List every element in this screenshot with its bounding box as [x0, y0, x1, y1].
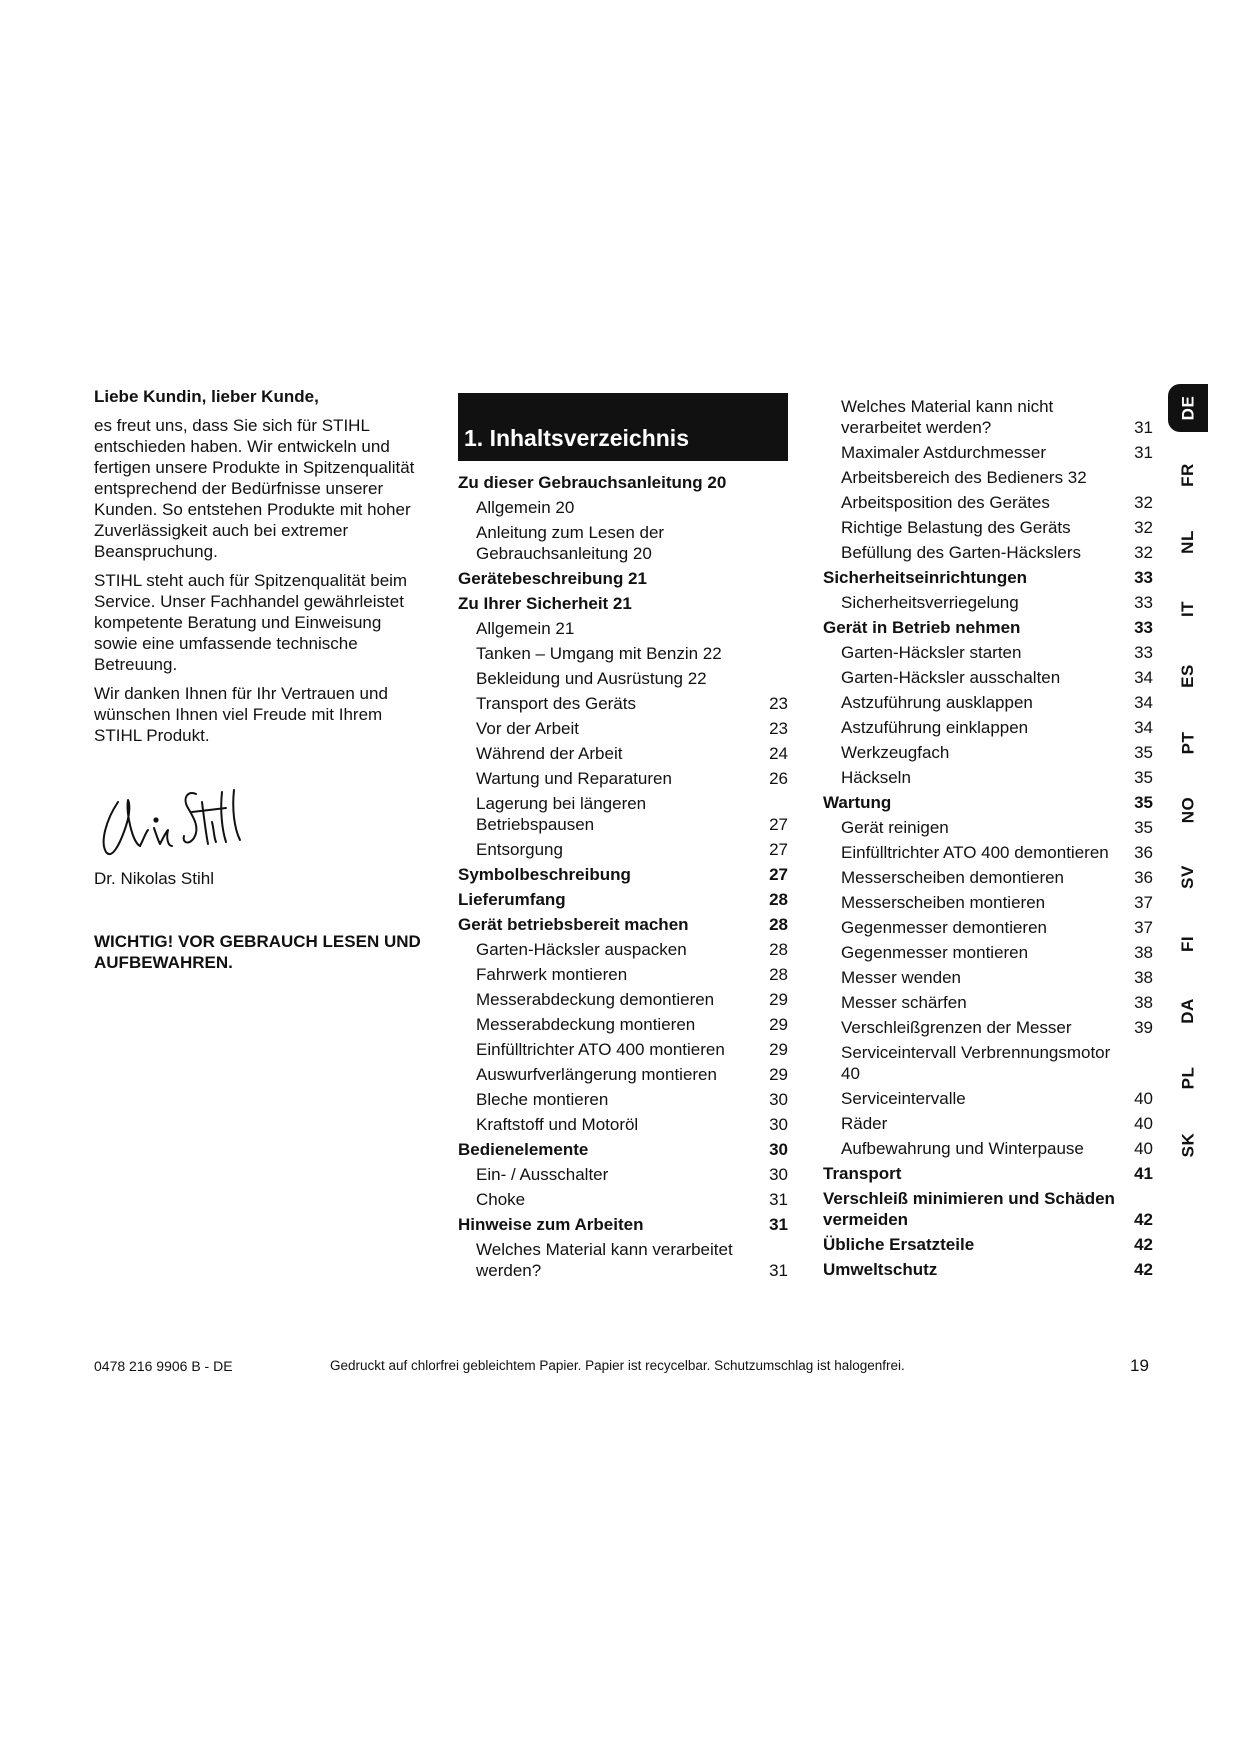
toc-entry — [458, 1164, 788, 1185]
toc-entry-title: Astzuführung ausklappen — [841, 693, 1033, 712]
toc-entry-title: Zu Ihrer Sicherheit 21 — [458, 594, 632, 613]
language-tab-da[interactable] — [1168, 987, 1208, 1035]
toc-entry-title: Einfülltrichter ATO 400 demontieren — [841, 843, 1109, 862]
letter-paragraph: es freut uns, dass Sie sich für STIHL entschieden haben. Wir entwickeln und fertigen unsere Produkte in Spitzenqualität entsprechend der Bedürfnisse unserer Kunden. So entstehen Produkte mit hoher Zuverlässigkeit auch bei extremer Beanspruchung. — [94, 416, 415, 561]
toc-entry — [458, 1064, 788, 1085]
toc-entry-page: 35 — [1134, 743, 1153, 762]
toc-entry-page: 30 — [769, 1140, 788, 1159]
toc-entry-page: 38 — [1134, 943, 1153, 962]
toc-entry-title: Messerabdeckung montieren — [476, 1015, 696, 1034]
toc-entry — [458, 668, 788, 689]
toc-entry-page: 35 — [1134, 768, 1153, 787]
toc-entry — [823, 842, 1153, 863]
toc-entry-title: Allgemein 21 — [476, 619, 575, 638]
toc-entry-page: 30 — [769, 1115, 788, 1134]
toc-entry-page: 31 — [1134, 443, 1153, 462]
language-tab-label: SK — [1178, 1132, 1197, 1158]
toc-entry-title: Gegenmesser demontieren — [841, 918, 1048, 937]
toc-entry-page: 33 — [1134, 593, 1153, 612]
toc-entry-title: Choke — [476, 1190, 526, 1209]
toc-entry-title: Sicherheitseinrichtungen — [823, 568, 1028, 587]
toc-entry-page: 42 — [1134, 1210, 1153, 1229]
toc-entry — [823, 1017, 1153, 1038]
language-tab-label: DA — [1178, 998, 1197, 1024]
language-tab-label: PL — [1177, 1066, 1197, 1090]
toc-entry-page: 37 — [1134, 918, 1153, 937]
toc-entry — [823, 642, 1153, 663]
toc-entry — [823, 1188, 1153, 1230]
toc-entry-title: Hinweise zum Arbeiten — [458, 1215, 644, 1234]
toc-entry — [458, 964, 788, 985]
toc-title: 1. Inhaltsverzeichnis — [464, 425, 689, 451]
toc-entry-page: 29 — [769, 990, 788, 1009]
toc-entry-page: 30 — [769, 1090, 788, 1109]
toc-entry-title: Tanken – Umgang mit Benzin 22 — [476, 644, 722, 663]
toc-entry-page: 37 — [1134, 893, 1153, 912]
toc-entry-title: Bekleidung und Ausrüstung 22 — [476, 669, 707, 688]
language-tab-sv[interactable] — [1168, 853, 1208, 901]
language-tab-label: PT — [1177, 731, 1197, 755]
toc-entry-page: 32 — [1134, 493, 1153, 512]
toc-entry-title: Kraftstoff und Motoröl — [476, 1115, 639, 1134]
toc-entry-page: 40 — [1134, 1089, 1153, 1108]
language-tab-label: FR — [1177, 463, 1197, 487]
toc-entry-page: 24 — [769, 744, 788, 763]
toc-entry-page: 34 — [1134, 668, 1153, 687]
toc-entry-title: Messerscheiben demontieren — [841, 868, 1065, 887]
toc-entry — [458, 1114, 788, 1135]
toc-entry — [823, 1259, 1153, 1280]
toc-entry-title: Bedienelemente — [458, 1140, 589, 1159]
toc-entry — [823, 396, 1153, 438]
toc-entry — [823, 817, 1153, 838]
customer-letter — [94, 386, 424, 981]
toc-entry-page: 42 — [1134, 1260, 1153, 1279]
toc-entry-page: 41 — [1134, 1164, 1153, 1183]
language-tab-es[interactable] — [1168, 652, 1208, 700]
toc-entry-title: Arbeitsposition des Gerätes — [841, 493, 1050, 512]
toc-entry-title: Transport — [823, 1164, 902, 1183]
language-tab-fi[interactable] — [1168, 920, 1208, 968]
toc-entry-page: 38 — [1134, 993, 1153, 1012]
toc-entry-title: Verschleiß minimieren und Schäden vermeiden — [823, 1189, 1115, 1229]
language-tab-sk[interactable] — [1168, 1121, 1208, 1169]
toc-entry-page: 30 — [769, 1165, 788, 1184]
language-tab-label: DE — [1178, 395, 1197, 421]
toc-entry — [823, 567, 1153, 588]
toc-entry — [458, 743, 788, 764]
toc-entry-page: 31 — [769, 1261, 788, 1280]
toc-entry — [458, 643, 788, 664]
toc-entry — [823, 442, 1153, 463]
toc-entry — [823, 467, 1153, 488]
toc-entry-title: Richtige Belastung des Geräts — [841, 518, 1071, 537]
language-tab-nl[interactable] — [1168, 518, 1208, 566]
toc-entry-page: 32 — [1134, 543, 1153, 562]
toc-entry-title: Gerät in Betrieb nehmen — [823, 618, 1021, 637]
toc-entry — [458, 864, 788, 885]
toc-entry — [458, 1039, 788, 1060]
toc-entry — [458, 1189, 788, 1210]
toc-entry-title: Allgemein 20 — [476, 498, 575, 517]
toc-entry — [458, 839, 788, 860]
toc-entry-page: 35 — [1134, 793, 1153, 812]
toc-entry-page: 27 — [769, 865, 788, 884]
language-tab-pl[interactable] — [1168, 1054, 1208, 1102]
toc-entry-page: 28 — [769, 965, 788, 984]
language-tab-de[interactable] — [1168, 384, 1208, 432]
toc-column-left — [458, 472, 788, 1285]
toc-entry-title: Lieferumfang — [458, 890, 566, 909]
toc-entry-page: 33 — [1134, 643, 1153, 662]
toc-entry-page: 40 — [1134, 1139, 1153, 1158]
toc-entry — [458, 522, 788, 564]
toc-entry-page: 34 — [1134, 718, 1153, 737]
toc-entry — [458, 497, 788, 518]
toc-entry-title: Entsorgung — [476, 840, 563, 859]
toc-entry-page: 32 — [1134, 518, 1153, 537]
toc-entry — [823, 592, 1153, 613]
language-tab-fr[interactable] — [1168, 451, 1208, 499]
toc-entry-page: 28 — [769, 915, 788, 934]
toc-entry — [823, 492, 1153, 513]
toc-column-right — [823, 396, 1153, 1284]
toc-entry — [458, 1139, 788, 1160]
toc-entry — [823, 1138, 1153, 1159]
toc-entry — [823, 742, 1153, 763]
toc-entry — [458, 693, 788, 714]
toc-entry-page: 35 — [1134, 818, 1153, 837]
toc-entry-page: 29 — [769, 1015, 788, 1034]
toc-entry — [823, 717, 1153, 738]
toc-entry-page: 36 — [1134, 868, 1153, 887]
toc-entry-title: Lagerung bei längeren Betriebspausen — [476, 794, 647, 834]
toc-entry — [458, 1014, 788, 1035]
toc-entry-title: Garten-Häcksler auspacken — [476, 940, 687, 959]
toc-entry — [823, 792, 1153, 813]
toc-entry — [823, 1234, 1153, 1255]
toc-entry-page: 31 — [769, 1190, 788, 1209]
toc-entry-page: 42 — [1134, 1235, 1153, 1254]
toc-entry — [823, 1088, 1153, 1109]
language-tab-label: NO — [1178, 796, 1197, 824]
toc-entry — [458, 1089, 788, 1110]
toc-entry — [823, 1042, 1153, 1084]
toc-entry-title: Arbeitsbereich des Bedieners 32 — [841, 468, 1087, 487]
toc-entry — [823, 1163, 1153, 1184]
toc-entry-title: Übliche Ersatzteile — [823, 1235, 975, 1254]
toc-entry-page: 39 — [1134, 1018, 1153, 1037]
toc-entry-title: Fahrwerk montieren — [476, 965, 628, 984]
toc-entry-title: Wartung und Reparaturen — [476, 769, 672, 788]
toc-entry-title: Werkzeugfach — [841, 743, 950, 762]
toc-entry-page: 29 — [769, 1040, 788, 1059]
toc-entry-title: Gerät betriebsbereit machen — [458, 915, 689, 934]
toc-entry-title: Verschleißgrenzen der Messer — [841, 1018, 1072, 1037]
toc-entry-page: 34 — [1134, 693, 1153, 712]
toc-entry-title: Bleche montieren — [476, 1090, 609, 1109]
toc-entry-page: 23 — [769, 719, 788, 738]
language-tab-label: SV — [1178, 865, 1197, 889]
toc-entry-title: Häckseln — [841, 768, 911, 787]
page-number: 19 — [1130, 1356, 1149, 1375]
toc-entry — [458, 939, 788, 960]
toc-entry — [458, 768, 788, 789]
toc-entry-title: Messer schärfen — [841, 993, 967, 1012]
language-tab-pt[interactable] — [1168, 719, 1208, 767]
toc-entry-title: Räder — [841, 1114, 888, 1133]
toc-entry-page: 33 — [1134, 618, 1153, 637]
toc-entry-page: 26 — [769, 769, 788, 788]
toc-entry-title: Gerät reinigen — [841, 818, 949, 837]
letter-greeting: Liebe Kundin, lieber Kunde, — [94, 387, 319, 406]
toc-entry-page: 27 — [769, 815, 788, 834]
toc-entry-title: Serviceintervall Verbrennungsmotor 40 — [841, 1043, 1111, 1083]
toc-entry — [823, 1113, 1153, 1134]
toc-entry-title: Maximaler Astdurchmesser — [841, 443, 1047, 462]
toc-entry-title: Während der Arbeit — [476, 744, 623, 763]
toc-entry-page: 28 — [769, 940, 788, 959]
toc-entry-page: 28 — [769, 890, 788, 909]
toc-entry-page: 31 — [769, 1215, 788, 1234]
toc-entry-title: Umweltschutz — [823, 1260, 938, 1279]
toc-entry — [458, 593, 788, 614]
toc-entry-title: Einfülltrichter ATO 400 montieren — [476, 1040, 725, 1059]
toc-entry-title: Anleitung zum Lesen der Gebrauchsanleitung 20 — [476, 523, 665, 563]
signature-image — [96, 782, 266, 864]
language-tab-no[interactable] — [1168, 786, 1208, 834]
toc-entry — [458, 989, 788, 1010]
toc-entry — [823, 667, 1153, 688]
toc-entry — [458, 914, 788, 935]
toc-entry — [458, 1214, 788, 1235]
toc-entry — [823, 967, 1153, 988]
toc-entry-title: Welches Material kann verarbeitet werden? — [476, 1240, 733, 1280]
toc-entry-title: Befüllung des Garten-Häckslers — [841, 543, 1082, 562]
toc-entry-title: Garten-Häcksler ausschalten — [841, 668, 1061, 687]
signer-name: Dr. Nikolas Stihl — [94, 869, 214, 888]
toc-entry-title: Astzuführung einklappen — [841, 718, 1029, 737]
toc-entry-title: Messerscheiben montieren — [841, 893, 1046, 912]
toc-entry-title: Messerabdeckung demontieren — [476, 990, 715, 1009]
toc-entry-title: Serviceintervalle — [841, 1089, 966, 1108]
toc-entry-title: Garten-Häcksler starten — [841, 643, 1022, 662]
toc-entry — [458, 1239, 788, 1281]
toc-entry — [823, 917, 1153, 938]
toc-entry-title: Messer wenden — [841, 968, 962, 987]
language-tab-label: FI — [1177, 935, 1197, 953]
toc-entry — [458, 618, 788, 639]
toc-entry-page: 23 — [769, 694, 788, 713]
language-tab-it[interactable] — [1168, 585, 1208, 633]
toc-entry-title: Zu dieser Gebrauchsanleitung 20 — [458, 473, 727, 492]
toc-entry-page: 31 — [1134, 418, 1153, 437]
toc-entry — [458, 889, 788, 910]
document-code: 0478 216 9906 B - DE — [94, 1358, 233, 1374]
toc-entry-page: 29 — [769, 1065, 788, 1084]
toc-entry — [458, 472, 788, 493]
toc-entry-title: Gerätebeschreibung 21 — [458, 569, 647, 588]
toc-entry-title: Welches Material kann nicht verarbeitet werden? — [841, 397, 1054, 437]
toc-entry-page: 38 — [1134, 968, 1153, 987]
toc-entry — [458, 793, 788, 835]
toc-entry-page: 40 — [1134, 1114, 1153, 1133]
toc-entry-title: Vor der Arbeit — [476, 719, 580, 738]
toc-entry-title: Gegenmesser montieren — [841, 943, 1029, 962]
toc-entry — [823, 542, 1153, 563]
letter-paragraph: STIHL steht auch für Spitzenqualität beim Service. Unser Fachhandel gewährleistet kompetente Beratung und Einweisung sowie eine umfassende technische Betreuung. — [94, 571, 408, 674]
language-tabs — [1168, 384, 1208, 1224]
toc-entry — [823, 942, 1153, 963]
toc-entry — [458, 718, 788, 739]
toc-entry-title: Wartung — [823, 793, 892, 812]
toc-entry-title: Transport des Geräts — [476, 694, 636, 713]
toc-entry — [458, 568, 788, 589]
toc-entry-title: Symbolbeschreibung — [458, 865, 631, 884]
toc-entry-page: 36 — [1134, 843, 1153, 862]
toc-entry-title: Auswurfverlängerung montieren — [476, 1065, 717, 1084]
language-tab-label: ES — [1178, 664, 1197, 688]
toc-entry — [823, 992, 1153, 1013]
toc-entry — [823, 867, 1153, 888]
toc-entry — [823, 617, 1153, 638]
warning-text: WICHTIG! VOR GEBRAUCH LESEN UND AUFBEWAHREN. — [94, 932, 421, 972]
toc-entry — [823, 892, 1153, 913]
toc-entry — [823, 692, 1153, 713]
toc-entry — [823, 767, 1153, 788]
toc-entry-page: 33 — [1134, 568, 1153, 587]
toc-entry-page: 27 — [769, 840, 788, 859]
page-footer — [0, 1357, 1241, 1377]
print-note: Gedruckt auf chlorfrei gebleichtem Papier. Papier ist recycelbar. Schutzumschlag ist halogenfrei. — [330, 1358, 905, 1373]
toc-entry-title: Aufbewahrung und Winterpause — [841, 1139, 1084, 1158]
toc-entry — [823, 517, 1153, 538]
language-tab-label: NL — [1177, 530, 1197, 554]
toc-title-bar — [458, 393, 788, 461]
toc-entry-title: Ein- / Ausschalter — [476, 1165, 609, 1184]
language-tab-label: IT — [1177, 600, 1197, 618]
letter-paragraph: Wir danken Ihnen für Ihr Vertrauen und wünschen Ihnen viel Freude mit Ihrem STIHL Produkt. — [94, 684, 388, 745]
toc-entry-title: Sicherheitsverriegelung — [841, 593, 1019, 612]
